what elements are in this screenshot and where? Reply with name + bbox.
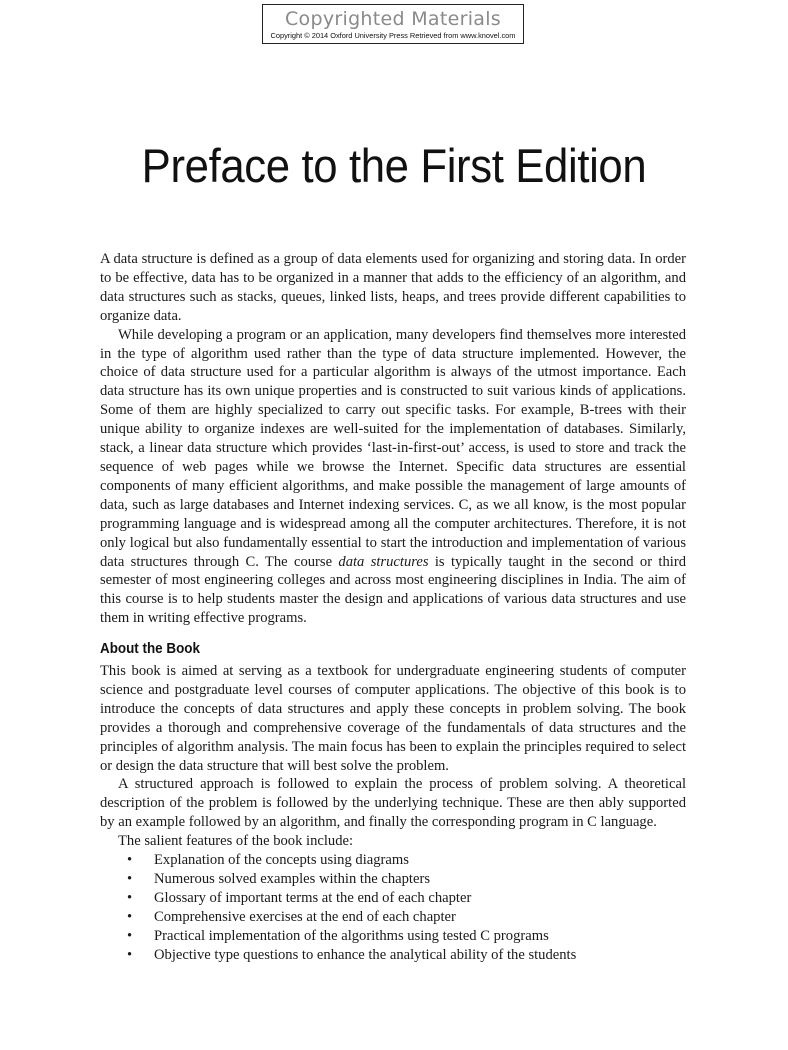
bullet-icon: • bbox=[127, 871, 133, 887]
feature-text: Explanation of the concepts using diagrams bbox=[154, 852, 409, 869]
bullet-icon: • bbox=[127, 852, 133, 869]
about-paragraph-1: This book is aimed at serving as a textbook for undergraduate engineering students of computer science and postgraduate level courses of computer applications. The objective of this book is to introduce the concepts of data structures and apply these concepts in problem solving. The book provides a thorough and comprehensive coverage of the fundamentals of data structures and the principles of algorithm analysis. The main focus has been to explain the principles required to select or design the data structure that will best solve the problem. bbox=[100, 663, 686, 774]
bullet-icon: • bbox=[127, 908, 133, 925]
feature-text: Objective type questions to enhance the analytical ability of the students bbox=[154, 946, 577, 963]
about-paragraph-2: A structured approach is followed to explain the process of problem solving. A theoretical description of the problem is followed by the underlying technique. These are then ably supported by an example followed by an algorithm, and finally the corresponding program in C language. bbox=[100, 776, 686, 831]
feature-item bbox=[100, 870, 686, 889]
page-title: Preface to the First Edition bbox=[141, 139, 647, 192]
feature-text: Numerous solved examples within the chapters bbox=[154, 871, 430, 887]
copyright-watermark bbox=[262, 4, 524, 44]
feature-item bbox=[100, 851, 686, 870]
feature-item bbox=[100, 946, 686, 965]
features-intro: The salient features of the book include: bbox=[118, 833, 354, 850]
intro-paragraph-2-text-b: is typically taught in the second or third semester of most engineering colleges and across most engineering disciplines in India. The aim of this course is to help students master the design and applications of various data structures and use them in writing effective programs. bbox=[100, 553, 686, 627]
feature-item bbox=[100, 908, 686, 927]
feature-item bbox=[100, 927, 686, 946]
bullet-icon: • bbox=[127, 927, 133, 944]
bullet-icon: • bbox=[127, 889, 133, 906]
intro-paragraph-2 bbox=[100, 326, 686, 629]
watermark-copyright-line: Copyright © 2014 Oxford University Press Retrieved from www.knovel.com bbox=[270, 31, 516, 40]
section-heading-about: About the Book bbox=[100, 641, 200, 658]
features-list bbox=[100, 851, 686, 964]
feature-text: Glossary of important terms at the end of each chapter bbox=[154, 889, 472, 906]
feature-item bbox=[100, 889, 686, 908]
intro-paragraph-1: A data structure is defined as a group of data elements used for organizing and storing data. In order to be effective, data has to be organized in a manner that adds to the efficiency of an algorithm, and data structures such as stacks, queues, linked lists, heaps, and trees provide different capabilities to organize data. bbox=[100, 251, 686, 324]
intro-paragraph-2-text-a: While developing a program or an application, many developers find themselves more interested in the type of algorithm used rather than the type of data structure implemented. However, the choice of data structure used for a particular algorithm is always of the utmost importance. Each data structure has its own unique properties and is constructed to suit various kinds of applications. Some of them are highly specialized to carry out specific tasks. For example, B-trees with their unique ability to organize indexes are well-suited for the implementation of databases. Similarly, stack, a linear data structure which provides ‘last-in-first-out’ access, is used to store and track the sequence of web pages while we browse the Internet. Specific data structures are essential components of many efficient algorithms, and make possible the management of large amounts of data, such as large databases and Internet indexing services. C, as we all know, is the most popular programming language and is widespread among all the computer architectures. Therefore, it is not only logical but also fundamentally essential to start the introduction and implementation of various data structures through C. The course bbox=[100, 326, 686, 570]
intro-paragraph-2-italic: data structures bbox=[338, 553, 429, 570]
watermark-title: Copyrighted Materials bbox=[284, 8, 501, 30]
bullet-icon: • bbox=[127, 946, 133, 963]
preface-body bbox=[100, 250, 686, 965]
feature-text: Comprehensive exercises at the end of each chapter bbox=[154, 908, 456, 925]
feature-text: Practical implementation of the algorithms using tested C programs bbox=[154, 927, 549, 944]
